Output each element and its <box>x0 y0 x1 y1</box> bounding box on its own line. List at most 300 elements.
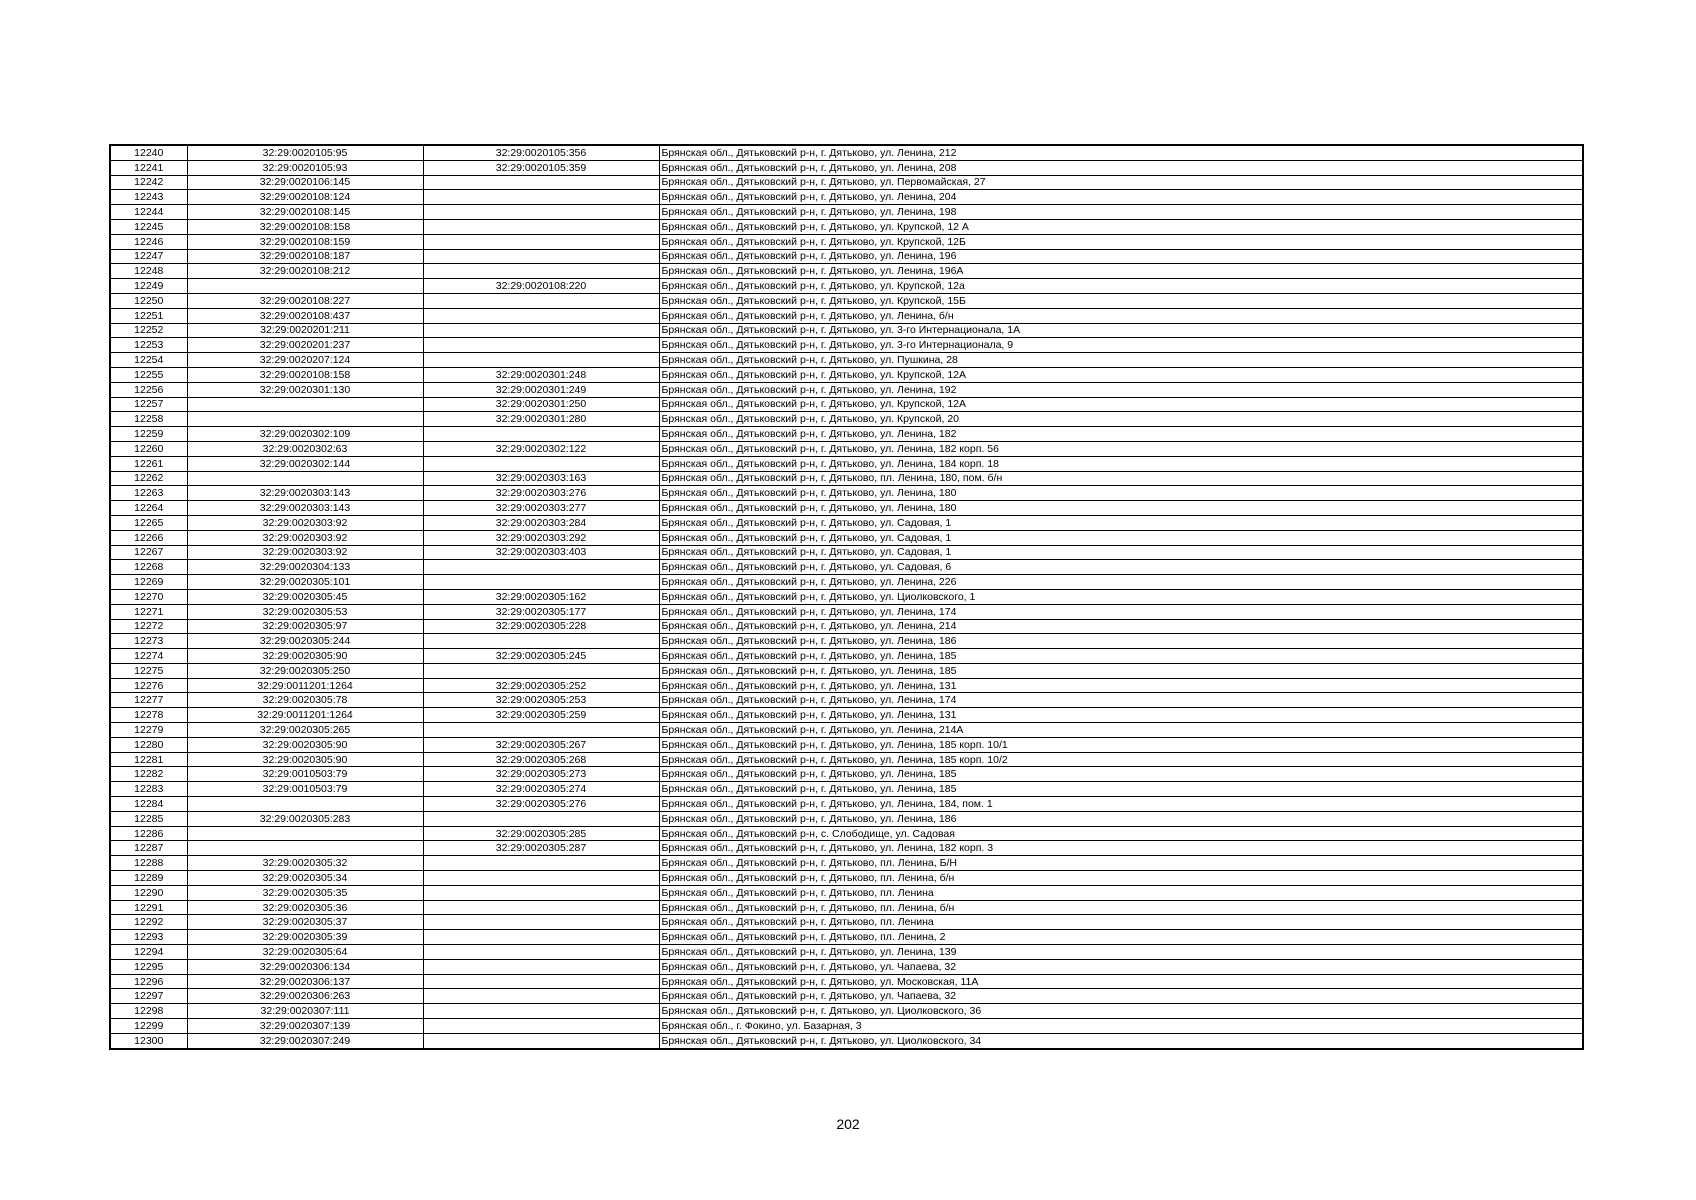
table-row <box>110 145 1583 160</box>
address-cell: Брянская обл., Дятьковский р-н, г. Дятьково, ул. Ленина, 185 <box>659 782 1583 797</box>
cadastral-number-cell: 32:29:0020305:250 <box>187 663 423 678</box>
row-number-cell: 12265 <box>110 515 187 530</box>
address-cell: Брянская обл., Дятьковский р-н, г. Дятьково, ул. Ленина, 196 <box>659 249 1583 264</box>
table-row <box>110 811 1583 826</box>
table-row <box>110 885 1583 900</box>
related-cadastral-number-cell: 32:29:0020305:268 <box>423 752 659 767</box>
address-cell: Брянская обл., г. Фокино, ул. Базарная, 3 <box>659 1019 1583 1034</box>
row-number-cell: 12286 <box>110 826 187 841</box>
address-cell: Брянская обл., Дятьковский р-н, г. Дятьково, ул. Ленина, 139 <box>659 945 1583 960</box>
table-row <box>110 737 1583 752</box>
table-row <box>110 915 1583 930</box>
row-number-cell: 12289 <box>110 871 187 886</box>
row-number-cell: 12299 <box>110 1019 187 1034</box>
related-cadastral-number-cell <box>423 190 659 205</box>
cadastral-number-cell: 32:29:0020305:35 <box>187 885 423 900</box>
table-row <box>110 367 1583 382</box>
cadastral-number-cell: 32:29:0020307:111 <box>187 1004 423 1019</box>
table-row <box>110 797 1583 812</box>
table-row <box>110 678 1583 693</box>
related-cadastral-number-cell <box>423 456 659 471</box>
address-cell: Брянская обл., Дятьковский р-н, г. Дятьково, пл. Ленина, б/н <box>659 900 1583 915</box>
related-cadastral-number-cell <box>423 427 659 442</box>
address-cell: Брянская обл., Дятьковский р-н, г. Дятьково, ул. Ленина, 226 <box>659 575 1583 590</box>
related-cadastral-number-cell <box>423 1033 659 1048</box>
row-number-cell: 12284 <box>110 797 187 812</box>
address-cell: Брянская обл., Дятьковский р-н, г. Дятьково, ул. Ленина, 212 <box>659 145 1583 160</box>
table-row <box>110 205 1583 220</box>
row-number-cell: 12261 <box>110 456 187 471</box>
address-cell: Брянская обл., Дятьковский р-н, г. Дятьково, пл. Ленина, б/н <box>659 871 1583 886</box>
address-cell: Брянская обл., Дятьковский р-н, г. Дятьково, ул. Ленина, 131 <box>659 708 1583 723</box>
address-cell: Брянская обл., Дятьковский р-н, г. Дятьково, ул. Ленина, 131 <box>659 678 1583 693</box>
address-cell: Брянская обл., Дятьковский р-н, г. Дятьково, ул. Крупской, 12Б <box>659 234 1583 249</box>
row-number-cell: 12271 <box>110 604 187 619</box>
address-cell: Брянская обл., Дятьковский р-н, г. Дятьково, ул. Крупской, 15Б <box>659 293 1583 308</box>
cadastral-number-cell: 32:29:0020305:97 <box>187 619 423 634</box>
table-row <box>110 382 1583 397</box>
address-cell: Брянская обл., Дятьковский р-н, г. Дятьково, ул. Ленина, 185 <box>659 649 1583 664</box>
related-cadastral-number-cell <box>423 634 659 649</box>
cadastral-number-cell: 32:29:0020303:92 <box>187 545 423 560</box>
related-cadastral-number-cell <box>423 663 659 678</box>
address-cell: Брянская обл., Дятьковский р-н, г. Дятьково, ул. Крупской, 20 <box>659 412 1583 427</box>
address-cell: Брянская обл., Дятьковский р-н, г. Дятьково, ул. Первомайская, 27 <box>659 175 1583 190</box>
cadastral-number-cell <box>187 279 423 294</box>
related-cadastral-number-cell <box>423 234 659 249</box>
row-number-cell: 12290 <box>110 885 187 900</box>
related-cadastral-number-cell: 32:29:0020302:122 <box>423 441 659 456</box>
related-cadastral-number-cell: 32:29:0020303:276 <box>423 486 659 501</box>
related-cadastral-number-cell <box>423 353 659 368</box>
row-number-cell: 12255 <box>110 367 187 382</box>
table-row <box>110 900 1583 915</box>
table-row <box>110 1033 1583 1048</box>
table-row <box>110 723 1583 738</box>
cadastral-number-cell: 32:29:0020108:145 <box>187 205 423 220</box>
cadastral-number-cell <box>187 397 423 412</box>
cadastral-number-cell: 32:29:0020304:133 <box>187 560 423 575</box>
row-number-cell: 12246 <box>110 234 187 249</box>
row-number-cell: 12254 <box>110 353 187 368</box>
cadastral-number-cell: 32:29:0020306:134 <box>187 959 423 974</box>
table-row <box>110 323 1583 338</box>
related-cadastral-number-cell <box>423 219 659 234</box>
related-cadastral-number-cell <box>423 915 659 930</box>
address-cell: Брянская обл., Дятьковский р-н, г. Дятьково, пл. Ленина <box>659 915 1583 930</box>
row-number-cell: 12269 <box>110 575 187 590</box>
related-cadastral-number-cell <box>423 945 659 960</box>
address-cell: Брянская обл., Дятьковский р-н, г. Дятьково, ул. Ленина, 198 <box>659 205 1583 220</box>
cadastral-number-cell: 32:29:0020302:109 <box>187 427 423 442</box>
cadastral-number-cell: 32:29:0020108:159 <box>187 234 423 249</box>
address-cell: Брянская обл., Дятьковский р-н, г. Дятьково, ул. Ленина, 185 корп. 10/1 <box>659 737 1583 752</box>
page-number: 202 <box>836 1116 860 1132</box>
related-cadastral-number-cell <box>423 575 659 590</box>
table-row <box>110 634 1583 649</box>
row-number-cell: 12258 <box>110 412 187 427</box>
row-number-cell: 12262 <box>110 471 187 486</box>
related-cadastral-number-cell: 32:29:0020303:292 <box>423 530 659 545</box>
address-cell: Брянская обл., Дятьковский р-н, г. Дятьково, ул. Крупской, 12 А <box>659 219 1583 234</box>
related-cadastral-number-cell: 32:29:0020303:163 <box>423 471 659 486</box>
cadastral-number-cell <box>187 841 423 856</box>
table-row <box>110 589 1583 604</box>
table-row <box>110 501 1583 516</box>
cadastral-number-cell: 32:29:0020305:37 <box>187 915 423 930</box>
address-cell: Брянская обл., Дятьковский р-н, г. Дятьково, пл. Ленина, 180, пом. б/н <box>659 471 1583 486</box>
address-cell: Брянская обл., Дятьковский р-н, г. Дятьково, ул. Ленина, 192 <box>659 382 1583 397</box>
cadastral-number-cell: 32:29:0020305:101 <box>187 575 423 590</box>
row-number-cell: 12280 <box>110 737 187 752</box>
address-cell: Брянская обл., Дятьковский р-н, г. Дятьково, ул. 3-го Интернационала, 1А <box>659 323 1583 338</box>
table-row <box>110 441 1583 456</box>
address-cell: Брянская обл., Дятьковский р-н, г. Дятьково, ул. Садовая, 1 <box>659 515 1583 530</box>
address-cell: Брянская обл., Дятьковский р-н, г. Дятьково, ул. Ленина, 184 корп. 18 <box>659 456 1583 471</box>
cadastral-number-cell: 32:29:0020305:90 <box>187 649 423 664</box>
row-number-cell: 12285 <box>110 811 187 826</box>
row-number-cell: 12283 <box>110 782 187 797</box>
row-number-cell: 12287 <box>110 841 187 856</box>
related-cadastral-number-cell: 32:29:0020305:253 <box>423 693 659 708</box>
cadastral-number-cell: 32:29:0020305:90 <box>187 752 423 767</box>
row-number-cell: 12277 <box>110 693 187 708</box>
table-row <box>110 974 1583 989</box>
cadastral-number-cell: 32:29:0020303:92 <box>187 515 423 530</box>
cadastral-number-cell: 32:29:0020305:90 <box>187 737 423 752</box>
address-cell: Брянская обл., Дятьковский р-н, г. Дятьково, ул. Ленина, 182 <box>659 427 1583 442</box>
related-cadastral-number-cell: 32:29:0020105:356 <box>423 145 659 160</box>
address-cell: Брянская обл., Дятьковский р-н, г. Дятьково, ул. Циолковского, 1 <box>659 589 1583 604</box>
address-cell: Брянская обл., Дятьковский р-н, г. Дятьково, пл. Ленина, Б/Н <box>659 856 1583 871</box>
row-number-cell: 12295 <box>110 959 187 974</box>
table-row <box>110 264 1583 279</box>
address-cell: Брянская обл., Дятьковский р-н, г. Дятьково, ул. Ленина, 174 <box>659 604 1583 619</box>
row-number-cell: 12245 <box>110 219 187 234</box>
table-row <box>110 767 1583 782</box>
related-cadastral-number-cell <box>423 1004 659 1019</box>
cadastral-number-cell: 32:29:0020201:211 <box>187 323 423 338</box>
related-cadastral-number-cell: 32:29:0020303:277 <box>423 501 659 516</box>
cadastral-number-cell: 32:29:0020306:137 <box>187 974 423 989</box>
related-cadastral-number-cell <box>423 264 659 279</box>
address-cell: Брянская обл., Дятьковский р-н, г. Дятьково, ул. 3-го Интернационала, 9 <box>659 338 1583 353</box>
related-cadastral-number-cell <box>423 930 659 945</box>
row-number-cell: 12282 <box>110 767 187 782</box>
row-number-cell: 12241 <box>110 160 187 175</box>
table-row <box>110 427 1583 442</box>
address-cell: Брянская обл., Дятьковский р-н, г. Дятьково, ул. Крупской, 12А <box>659 367 1583 382</box>
related-cadastral-number-cell <box>423 308 659 323</box>
registry-table-body <box>110 145 1583 1049</box>
row-number-cell: 12250 <box>110 293 187 308</box>
row-number-cell: 12263 <box>110 486 187 501</box>
cadastral-number-cell: 32:29:0020305:53 <box>187 604 423 619</box>
table-row <box>110 560 1583 575</box>
row-number-cell: 12273 <box>110 634 187 649</box>
table-row <box>110 782 1583 797</box>
address-cell: Брянская обл., Дятьковский р-н, г. Дятьково, ул. Садовая, 1 <box>659 545 1583 560</box>
registry-table <box>109 144 1584 1050</box>
table-row <box>110 160 1583 175</box>
cadastral-number-cell: 32:29:0011201:1264 <box>187 708 423 723</box>
cadastral-number-cell: 32:29:0020108:158 <box>187 219 423 234</box>
row-number-cell: 12247 <box>110 249 187 264</box>
table-row <box>110 190 1583 205</box>
related-cadastral-number-cell: 32:29:0020305:177 <box>423 604 659 619</box>
address-cell: Брянская обл., Дятьковский р-н, г. Дятьково, ул. Ленина, 180 <box>659 486 1583 501</box>
row-number-cell: 12259 <box>110 427 187 442</box>
table-row <box>110 989 1583 1004</box>
related-cadastral-number-cell: 32:29:0020301:280 <box>423 412 659 427</box>
address-cell: Брянская обл., Дятьковский р-н, г. Дятьково, ул. Крупской, 12А <box>659 397 1583 412</box>
cadastral-number-cell: 32:29:0020305:265 <box>187 723 423 738</box>
table-row <box>110 338 1583 353</box>
address-cell: Брянская обл., Дятьковский р-н, г. Дятьково, ул. Ленина, 186 <box>659 634 1583 649</box>
cadastral-number-cell: 32:29:0020305:32 <box>187 856 423 871</box>
table-row <box>110 219 1583 234</box>
cadastral-number-cell: 32:29:0020105:95 <box>187 145 423 160</box>
cadastral-number-cell: 32:29:0020305:36 <box>187 900 423 915</box>
row-number-cell: 12240 <box>110 145 187 160</box>
address-cell: Брянская обл., Дятьковский р-н, г. Дятьково, ул. Московская, 11А <box>659 974 1583 989</box>
related-cadastral-number-cell <box>423 1019 659 1034</box>
row-number-cell: 12296 <box>110 974 187 989</box>
table-row <box>110 752 1583 767</box>
related-cadastral-number-cell <box>423 989 659 1004</box>
cadastral-number-cell: 32:29:0020108:187 <box>187 249 423 264</box>
row-number-cell: 12272 <box>110 619 187 634</box>
address-cell: Брянская обл., Дятьковский р-н, г. Дятьково, ул. Крупской, 12а <box>659 279 1583 294</box>
row-number-cell: 12293 <box>110 930 187 945</box>
row-number-cell: 12257 <box>110 397 187 412</box>
table-row <box>110 826 1583 841</box>
cadastral-number-cell: 32:29:0020207:124 <box>187 353 423 368</box>
row-number-cell: 12274 <box>110 649 187 664</box>
cadastral-number-cell: 32:29:0020201:237 <box>187 338 423 353</box>
cadastral-number-cell <box>187 797 423 812</box>
cadastral-number-cell: 32:29:0020302:63 <box>187 441 423 456</box>
cadastral-number-cell: 32:29:0020105:93 <box>187 160 423 175</box>
table-row <box>110 308 1583 323</box>
row-number-cell: 12256 <box>110 382 187 397</box>
related-cadastral-number-cell: 32:29:0020305:267 <box>423 737 659 752</box>
related-cadastral-number-cell: 32:29:0020301:248 <box>423 367 659 382</box>
row-number-cell: 12243 <box>110 190 187 205</box>
related-cadastral-number-cell <box>423 175 659 190</box>
related-cadastral-number-cell: 32:29:0020305:274 <box>423 782 659 797</box>
row-number-cell: 12252 <box>110 323 187 338</box>
related-cadastral-number-cell: 32:29:0020305:273 <box>423 767 659 782</box>
table-row <box>110 545 1583 560</box>
table-row <box>110 708 1583 723</box>
table-row <box>110 871 1583 886</box>
related-cadastral-number-cell: 32:29:0020305:285 <box>423 826 659 841</box>
related-cadastral-number-cell <box>423 974 659 989</box>
cadastral-number-cell: 32:29:0020307:139 <box>187 1019 423 1034</box>
table-row <box>110 456 1583 471</box>
table-row <box>110 397 1583 412</box>
related-cadastral-number-cell: 32:29:0020305:276 <box>423 797 659 812</box>
table-row <box>110 175 1583 190</box>
address-cell: Брянская обл., Дятьковский р-н, г. Дятьково, ул. Ленина, 185 корп. 10/2 <box>659 752 1583 767</box>
cadastral-number-cell: 32:29:0020303:92 <box>187 530 423 545</box>
cadastral-number-cell: 32:29:0020303:143 <box>187 486 423 501</box>
table-row <box>110 249 1583 264</box>
address-cell: Брянская обл., Дятьковский р-н, г. Дятьково, ул. Ленина, 185 <box>659 663 1583 678</box>
address-cell: Брянская обл., Дятьковский р-н, г. Дятьково, ул. Ленина, 180 <box>659 501 1583 516</box>
related-cadastral-number-cell <box>423 900 659 915</box>
row-number-cell: 12251 <box>110 308 187 323</box>
row-number-cell: 12242 <box>110 175 187 190</box>
cadastral-number-cell: 32:29:0020306:263 <box>187 989 423 1004</box>
row-number-cell: 12288 <box>110 856 187 871</box>
related-cadastral-number-cell: 32:29:0020305:252 <box>423 678 659 693</box>
row-number-cell: 12267 <box>110 545 187 560</box>
cadastral-number-cell: 32:29:0020302:144 <box>187 456 423 471</box>
related-cadastral-number-cell <box>423 871 659 886</box>
table-row <box>110 279 1583 294</box>
address-cell: Брянская обл., Дятьковский р-н, г. Дятьково, ул. Ленина, 204 <box>659 190 1583 205</box>
address-cell: Брянская обл., Дятьковский р-н, г. Дятьково, ул. Циолковского, 34 <box>659 1033 1583 1048</box>
cadastral-number-cell: 32:29:0020305:78 <box>187 693 423 708</box>
row-number-cell: 12248 <box>110 264 187 279</box>
row-number-cell: 12268 <box>110 560 187 575</box>
cadastral-number-cell: 32:29:0011201:1264 <box>187 678 423 693</box>
cadastral-number-cell: 32:29:0020108:158 <box>187 367 423 382</box>
row-number-cell: 12249 <box>110 279 187 294</box>
table-row <box>110 604 1583 619</box>
cadastral-number-cell: 32:29:0020305:45 <box>187 589 423 604</box>
cadastral-number-cell: 32:29:0020305:34 <box>187 871 423 886</box>
related-cadastral-number-cell <box>423 338 659 353</box>
address-cell: Брянская обл., Дятьковский р-н, г. Дятьково, ул. Ленина, 208 <box>659 160 1583 175</box>
related-cadastral-number-cell: 32:29:0020305:245 <box>423 649 659 664</box>
related-cadastral-number-cell <box>423 811 659 826</box>
cadastral-number-cell: 32:29:0010503:79 <box>187 767 423 782</box>
related-cadastral-number-cell <box>423 885 659 900</box>
table-row <box>110 841 1583 856</box>
row-number-cell: 12281 <box>110 752 187 767</box>
cadastral-number-cell: 32:29:0020303:143 <box>187 501 423 516</box>
related-cadastral-number-cell <box>423 723 659 738</box>
related-cadastral-number-cell <box>423 856 659 871</box>
cadastral-number-cell: 32:29:0020305:64 <box>187 945 423 960</box>
address-cell: Брянская обл., Дятьковский р-н, с. Слободище, ул. Садовая <box>659 826 1583 841</box>
cadastral-number-cell: 32:29:0020108:124 <box>187 190 423 205</box>
address-cell: Брянская обл., Дятьковский р-н, г. Дятьково, ул. Циолковского, 36 <box>659 1004 1583 1019</box>
row-number-cell: 12260 <box>110 441 187 456</box>
row-number-cell: 12291 <box>110 900 187 915</box>
address-cell: Брянская обл., Дятьковский р-н, г. Дятьково, ул. Пушкина, 28 <box>659 353 1583 368</box>
table-row <box>110 412 1583 427</box>
cadastral-number-cell: 32:29:0020305:39 <box>187 930 423 945</box>
address-cell: Брянская обл., Дятьковский р-н, г. Дятьково, ул. Ленина, 182 корп. 3 <box>659 841 1583 856</box>
cadastral-number-cell: 32:29:0020305:244 <box>187 634 423 649</box>
table-row <box>110 575 1583 590</box>
cadastral-number-cell <box>187 471 423 486</box>
address-cell: Брянская обл., Дятьковский р-н, г. Дятьково, ул. Ленина, 184, пом. 1 <box>659 797 1583 812</box>
address-cell: Брянская обл., Дятьковский р-н, г. Дятьково, ул. Ленина, 174 <box>659 693 1583 708</box>
table-row <box>110 530 1583 545</box>
row-number-cell: 12292 <box>110 915 187 930</box>
related-cadastral-number-cell: 32:29:0020301:249 <box>423 382 659 397</box>
cadastral-number-cell: 32:29:0020106:145 <box>187 175 423 190</box>
address-cell: Брянская обл., Дятьковский р-н, г. Дятьково, ул. Ленина, 196А <box>659 264 1583 279</box>
address-cell: Брянская обл., Дятьковский р-н, г. Дятьково, ул. Ленина, 182 корп. 56 <box>659 441 1583 456</box>
row-number-cell: 12279 <box>110 723 187 738</box>
address-cell: Брянская обл., Дятьковский р-н, г. Дятьково, ул. Чапаева, 32 <box>659 959 1583 974</box>
table-row <box>110 234 1583 249</box>
table-row <box>110 663 1583 678</box>
related-cadastral-number-cell <box>423 959 659 974</box>
address-cell: Брянская обл., Дятьковский р-н, г. Дятьково, пл. Ленина <box>659 885 1583 900</box>
table-row <box>110 693 1583 708</box>
table-row <box>110 945 1583 960</box>
address-cell: Брянская обл., Дятьковский р-н, г. Дятьково, ул. Ленина, 214 <box>659 619 1583 634</box>
table-row <box>110 486 1583 501</box>
row-number-cell: 12297 <box>110 989 187 1004</box>
table-row <box>110 471 1583 486</box>
related-cadastral-number-cell: 32:29:0020108:220 <box>423 279 659 294</box>
address-cell: Брянская обл., Дятьковский р-н, г. Дятьково, ул. Садовая, 1 <box>659 530 1583 545</box>
related-cadastral-number-cell: 32:29:0020305:162 <box>423 589 659 604</box>
row-number-cell: 12266 <box>110 530 187 545</box>
related-cadastral-number-cell: 32:29:0020305:259 <box>423 708 659 723</box>
table-row <box>110 1019 1583 1034</box>
table-row <box>110 619 1583 634</box>
address-cell: Брянская обл., Дятьковский р-н, г. Дятьково, ул. Ленина, 185 <box>659 767 1583 782</box>
row-number-cell: 12253 <box>110 338 187 353</box>
cadastral-number-cell: 32:29:0020108:212 <box>187 264 423 279</box>
related-cadastral-number-cell <box>423 560 659 575</box>
row-number-cell: 12244 <box>110 205 187 220</box>
cadastral-number-cell: 32:29:0020301:130 <box>187 382 423 397</box>
row-number-cell: 12275 <box>110 663 187 678</box>
cadastral-number-cell: 32:29:0020108:227 <box>187 293 423 308</box>
address-cell: Брянская обл., Дятьковский р-н, г. Дятьково, ул. Ленина, б/н <box>659 308 1583 323</box>
table-row <box>110 856 1583 871</box>
address-cell: Брянская обл., Дятьковский р-н, г. Дятьково, ул. Ленина, 214А <box>659 723 1583 738</box>
table-row <box>110 353 1583 368</box>
table-row <box>110 293 1583 308</box>
table-row <box>110 649 1583 664</box>
table-row <box>110 959 1583 974</box>
related-cadastral-number-cell: 32:29:0020303:284 <box>423 515 659 530</box>
cadastral-number-cell <box>187 826 423 841</box>
row-number-cell: 12300 <box>110 1033 187 1048</box>
row-number-cell: 12264 <box>110 501 187 516</box>
row-number-cell: 12276 <box>110 678 187 693</box>
cadastral-number-cell: 32:29:0020307:249 <box>187 1033 423 1048</box>
table-row <box>110 1004 1583 1019</box>
related-cadastral-number-cell <box>423 249 659 264</box>
row-number-cell: 12270 <box>110 589 187 604</box>
address-cell: Брянская обл., Дятьковский р-н, г. Дятьково, ул. Чапаева, 32 <box>659 989 1583 1004</box>
address-cell: Брянская обл., Дятьковский р-н, г. Дятьково, ул. Садовая, 6 <box>659 560 1583 575</box>
related-cadastral-number-cell: 32:29:0020305:228 <box>423 619 659 634</box>
table-row <box>110 930 1583 945</box>
table-row <box>110 515 1583 530</box>
cadastral-number-cell: 32:29:0020305:283 <box>187 811 423 826</box>
row-number-cell: 12298 <box>110 1004 187 1019</box>
cadastral-number-cell: 32:29:0010503:79 <box>187 782 423 797</box>
address-cell: Брянская обл., Дятьковский р-н, г. Дятьково, пл. Ленина, 2 <box>659 930 1583 945</box>
cadastral-number-cell <box>187 412 423 427</box>
address-cell: Брянская обл., Дятьковский р-н, г. Дятьково, ул. Ленина, 186 <box>659 811 1583 826</box>
related-cadastral-number-cell <box>423 293 659 308</box>
related-cadastral-number-cell: 32:29:0020303:403 <box>423 545 659 560</box>
